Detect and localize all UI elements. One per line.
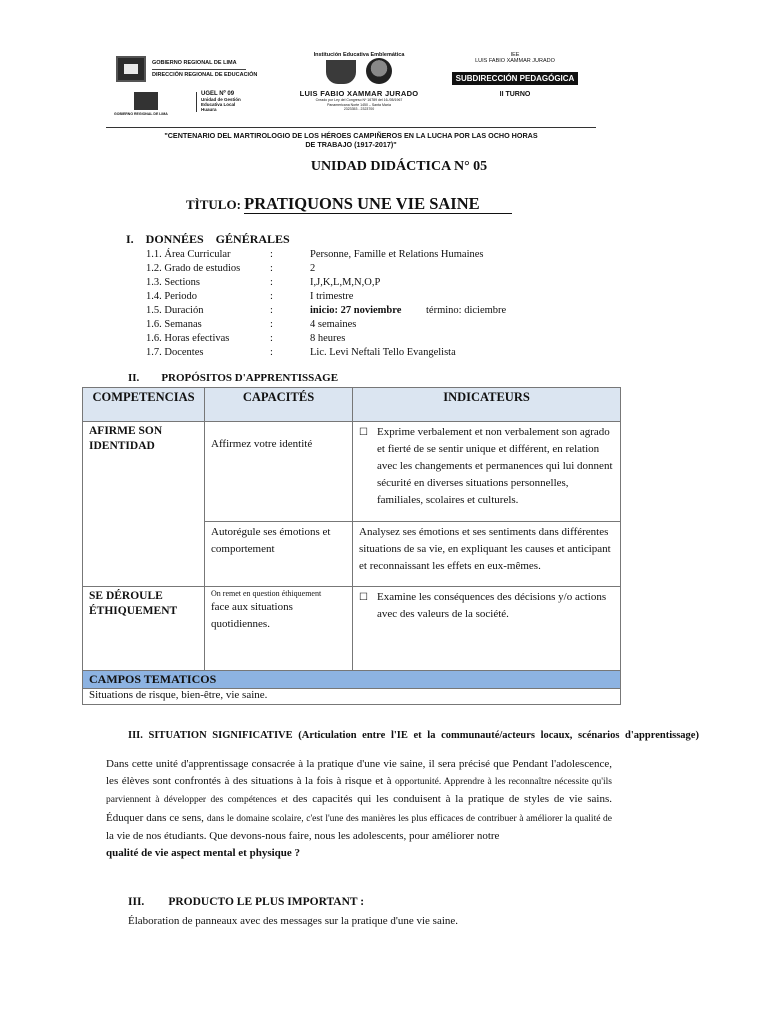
list-item <box>146 248 506 262</box>
capacite-cell: Autorégule ses émotions et comportement <box>205 522 353 587</box>
titulo-label: TÌTULO: <box>186 197 241 212</box>
campos-header-row <box>83 671 621 689</box>
competencia-cell: SE DÉROULE ÉTHIQUEMENT <box>83 587 205 671</box>
row-key: 1.2. Grado de estudios <box>146 263 241 274</box>
row-key: 1.3. Sections <box>146 277 200 288</box>
indicateur-cell <box>353 587 621 671</box>
section4-heading <box>128 896 364 908</box>
ugel-sub1: Unidad de Gestión <box>201 97 241 102</box>
direccion-regional-text: DIRECCIÓN REGIONAL DE EDUCACIÓN <box>152 72 258 78</box>
turno-label: II TURNO <box>499 91 531 98</box>
list-item <box>146 332 506 346</box>
row-value: 2 <box>310 263 316 274</box>
row-colon: : <box>270 305 273 316</box>
centenario-line1: "CENTENARIO DEL MARTIROLOGIO DE LOS HÉROES CAMPIÑEROS EN LA LUCHA POR LAS OCHO HORAS <box>164 131 538 140</box>
row-colon: : <box>270 263 273 274</box>
institucion-text: Institución Educativa Emblemática <box>313 52 405 58</box>
list-item <box>146 318 506 332</box>
row-key: 1.5. Duración <box>146 305 204 316</box>
list-item <box>146 290 506 304</box>
row-value: Lic. Levi Neftali Tello Evangelista <box>310 347 456 358</box>
titulo-line <box>186 194 512 214</box>
duracion-inicio: inicio: 27 noviembre <box>310 305 402 316</box>
centenario-banner <box>106 131 596 149</box>
header-indicateurs: INDICATEURS <box>353 388 621 422</box>
section4-num: III. <box>128 896 145 908</box>
row-colon: : <box>270 249 273 260</box>
section1-num: I. <box>126 232 134 246</box>
row-value: I,J,K,L,M,N,O,P <box>310 277 381 288</box>
school-addr2: Panamericana Norte 1450 – Santa María <box>327 102 391 107</box>
section2-num: II. <box>128 372 140 384</box>
gobierno-regional-small-text: GOBIERNO REGIONAL DE LIMA <box>114 112 168 116</box>
capacite-small-text: On remet en question éthiquement <box>211 589 322 598</box>
gobierno-regional-small-logo-icon <box>134 92 158 110</box>
ugel-title: UGEL Nº 09 <box>201 91 235 97</box>
table-header-row <box>83 388 621 422</box>
row-value: Personne, Famille et Relations Humaines <box>310 249 484 260</box>
indicateur-text: Examine les conséquences des décisions y/o actions avec des valeurs de la société. <box>377 591 607 620</box>
letterhead <box>110 48 610 120</box>
gobierno-regional-block <box>152 58 257 80</box>
ugel-block <box>196 92 241 112</box>
row-key: 1.6. Horas efectivas <box>146 333 230 344</box>
row-key: 1.4. Periodo <box>146 291 198 302</box>
row-key: 1.6. Semanas <box>146 319 202 330</box>
capacite-cell: Affirmez votre identité <box>205 422 353 522</box>
paragraph-line: opportunité. Apprendre à les reconnaître nécessite qu'ils parviennent à développer des compétences et <box>106 777 612 806</box>
section1-title: DONNÉES GÉNÉRALES <box>145 232 290 246</box>
row-value: I trimestre <box>310 291 354 302</box>
list-item <box>146 304 506 318</box>
founder-portrait-icon <box>366 58 392 84</box>
header-competencias: COMPETENCIAS <box>83 388 205 422</box>
gobierno-regional-text: GOBIERNO REGIONAL DE LIMA <box>152 60 237 66</box>
titulo-value: PRATIQUONS UNE VIE SAINE <box>244 194 511 214</box>
paragraph-question: qualité de vie aspect mental et physique ? <box>106 847 301 860</box>
row-colon: : <box>270 291 273 302</box>
paragraph-line: la vie de nos étudiants. Que devons-nous faire, nous les adolescents, pour améliorer notre <box>106 829 500 842</box>
section2-heading <box>128 372 338 384</box>
ugel-sub2: Educativa Local <box>201 102 236 107</box>
table-row <box>83 587 621 671</box>
situation-paragraph <box>106 756 612 862</box>
duracion-termino: término: diciembre <box>426 305 507 316</box>
campos-value-row <box>83 689 621 705</box>
campos-title: CAMPOS TEMATICOS <box>83 671 621 689</box>
row-colon: : <box>270 333 273 344</box>
unidad-title: UNIDAD DIDÁCTICA N° 05 <box>310 159 488 174</box>
paragraph-line: dans le domaine scolaire, c'est l'une des manières les plus efficaces de contribuer à améliorer la qualité de <box>206 813 613 824</box>
row-colon: : <box>270 347 273 358</box>
table-row <box>83 422 621 522</box>
indicateur-text: Exprime verbalement et non verbalement son agrado et fierté de se sentir unique et différent, en relation avec les changements et permanences qui lui donnent sécurité en diverses situations personnelles, familiales, scolaires et culturels. <box>377 426 613 506</box>
ugel-sub3: Huaura <box>201 107 217 112</box>
row-value <box>310 304 506 318</box>
list-item <box>146 346 506 360</box>
paragraph-line: des capacités qui les conduisent à la pratique de styles de vie sains. Éduquer dans ce sens, <box>106 793 613 824</box>
subdireccion-badge: SUBDIRECCIÓN PEDAGÓGICA <box>452 72 579 85</box>
list-item <box>146 276 506 290</box>
indicateur-cell <box>353 422 621 522</box>
section4-title: PRODUCTO LE PLUS IMPORTANT : <box>168 896 365 908</box>
gobierno-regional-logo-icon <box>116 56 146 82</box>
checkbox-icon: ☐ <box>359 592 368 603</box>
row-key: 1.7. Docentes <box>146 347 204 358</box>
producto-text: Élaboration de panneaux avec des messages sur la pratique d'une vie saine. <box>128 915 459 927</box>
row-key: 1.1. Área Curricular <box>146 249 231 260</box>
competencia-cell: AFIRME SON IDENTIDAD <box>83 422 205 587</box>
capacite-cell <box>205 587 353 671</box>
header-capacites: CAPACITÉS <box>205 388 353 422</box>
centenario-line2: DE TRABAJO (1917-2017)" <box>305 140 397 149</box>
iee-label: IEE <box>510 52 520 58</box>
row-colon: : <box>270 277 273 288</box>
subdireccion-block <box>440 52 590 98</box>
row-value: 4 semaines <box>310 319 357 330</box>
section1-heading <box>126 232 290 247</box>
capacite-text: face aux situations quotidiennes. <box>211 601 293 630</box>
iee-name: LUIS FABIO XAMMAR JURADO <box>475 58 555 64</box>
paragraph-line: Dans cette unité d'apprentissage consacrée à la pratique d'une vie saine, il sera précisé que Pendant l'adolescence, les élèves sont confrontés à des situations à la fois à risque et à <box>106 758 612 788</box>
list-item <box>146 262 506 276</box>
school-addr1: Creado por Ley del Congreso Nº 16789 del 16-/05/1967 <box>315 98 403 102</box>
row-colon: : <box>270 319 273 330</box>
campos-value: Situations de risque, bien-être, vie saine. <box>83 689 621 705</box>
datos-generales-list <box>146 248 506 360</box>
row-value: 8 heures <box>310 333 346 344</box>
checkbox-icon: ☐ <box>359 427 368 438</box>
school-block <box>284 52 434 112</box>
propositos-table <box>82 387 621 705</box>
school-crest-icon <box>326 60 356 84</box>
section2-title: PROPÓSITOS D'APPRENTISSAGE <box>161 372 339 384</box>
section3-heading: III. SITUATION SIGNIFICATIVE (Articulation entre l'IE et la communauté/acteurs locaux, scénarios d'apprentissage) <box>128 730 699 741</box>
indicateur-cell: Analysez ses émotions et ses sentiments dans différentes situations de sa vie, en expliquant les causes et anticipant et reconnaissant les effets en eux-mêmes. <box>353 522 621 587</box>
school-name: LUIS FABIO XAMMAR JURADO <box>299 89 419 98</box>
header-divider <box>106 127 596 128</box>
school-addr3: 2323353 - 2323700 <box>343 107 375 111</box>
